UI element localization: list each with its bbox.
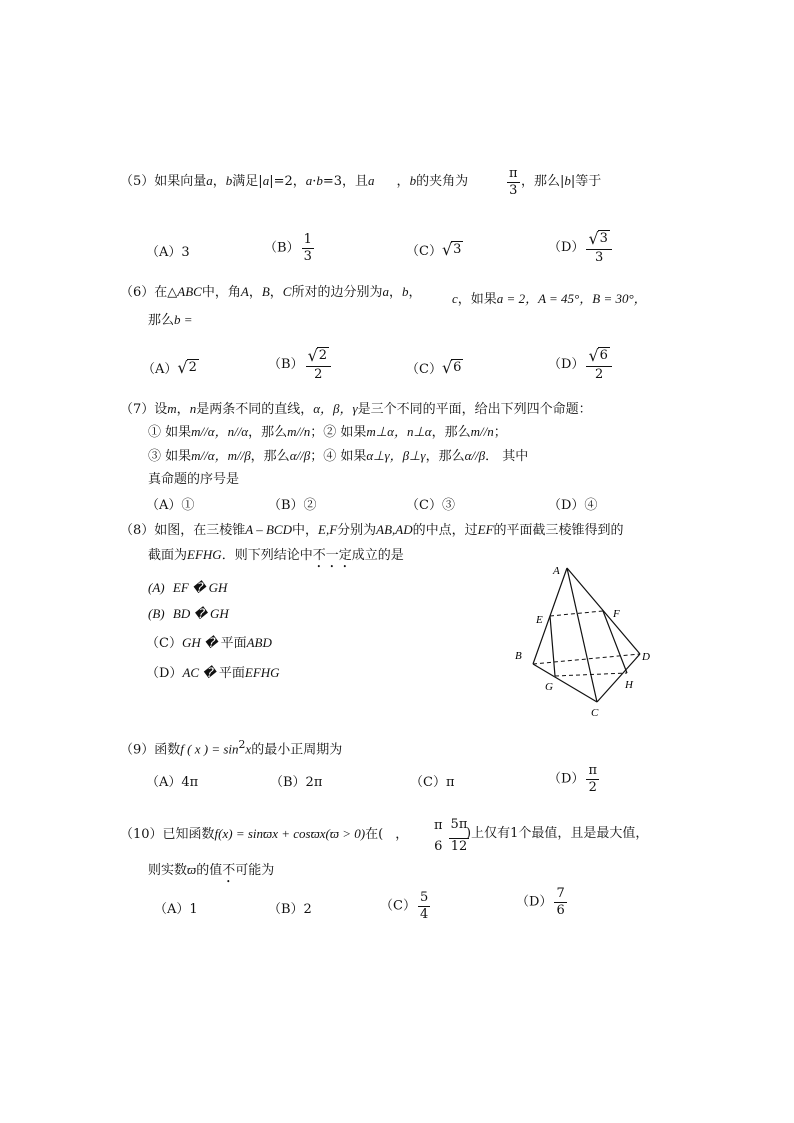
q7-stem-line1: （7）设m，n是两条不同的直线，α，β，γ是三个不同的平面，给出下列四个命题： — [120, 401, 592, 417]
q6-stem-line2: 那么b = — [148, 312, 193, 328]
q10-option-a[interactable]: （A）1 — [154, 902, 198, 917]
edge-cd — [597, 654, 640, 702]
q8-option-c[interactable]: （C）GH � 平面ABD — [146, 635, 272, 651]
q7-option-b[interactable]: （B）② — [268, 498, 317, 513]
q7-stem-line4: 真命题的序号是 — [148, 472, 240, 487]
q9-option-d[interactable]: （D） $\frac{\pi}{2}$ — [548, 763, 597, 795]
label-b: B — [515, 650, 522, 662]
label-g: G — [545, 681, 553, 693]
q8-stem-line2: 截面为EFHG．则下列结论中不一定成立的是 — [148, 547, 404, 563]
label-f: F — [613, 608, 620, 620]
q5-option-c[interactable]: （C） √ 3 — [406, 240, 462, 259]
q9-stem: （9）函数f ( x ) = $\sin^2x$的最小正周期为 — [120, 738, 343, 758]
q5-stem-tail: ，那么|b|等于 — [521, 173, 602, 189]
q5-option-b[interactable]: （B） $\frac{1}{3}$ — [264, 232, 312, 264]
q5-option-d[interactable]: （D） √ 3 3 — [548, 230, 614, 266]
q8-stem-line1: （8）如图，在三棱锥A – BCD中，E,F分别为AB,AD的中点，过EF的平面截三棱锥得到的 — [120, 522, 624, 538]
q6-option-c[interactable]: （C） √ 6 — [406, 358, 462, 377]
q9-option-a[interactable]: （A）4π — [146, 775, 199, 790]
q10-interval-fractions: π 6 $\frac{5\pi}{12}$ — [430, 812, 471, 855]
q6-option-b[interactable]: （B） √ 2 2 — [268, 347, 333, 383]
q9-option-b[interactable]: （B）2π — [270, 775, 323, 790]
q10-stem-line1: （10）已知函数f(x) = sinϖx + cosϖx(ϖ > 0)在( ， — [120, 826, 409, 842]
q9-option-c[interactable]: （C）π — [410, 775, 455, 790]
q10-stem-line2: 则实数ϖ的值不可能为 — [148, 862, 275, 878]
q5-option-a[interactable]: （A）3 — [146, 245, 190, 260]
label-c: C — [591, 707, 599, 719]
q5-stem: （5）如果向量a，b满足|a|=2，a·b=3，且a ，b的夹角为 — [120, 173, 469, 189]
q6-option-a[interactable]: （A） √ 2 — [142, 358, 197, 377]
edge-ac — [567, 568, 597, 702]
q10-option-b[interactable]: （B）2 — [268, 902, 312, 917]
q7-stem-line3: ③ 如果m//α，m//β，那么α//β；④ 如果α⊥γ，β⊥γ，那么α//β． 其中 — [148, 448, 529, 464]
label-e: E — [536, 614, 543, 626]
q8-option-d[interactable]: （D）AC � 平面EFHG — [146, 665, 280, 681]
q10-option-c[interactable]: （C） $\frac{5}{4}$ — [380, 890, 429, 922]
edge-fh — [603, 611, 627, 673]
q8-option-b[interactable]: (B) BD � GH — [148, 606, 229, 621]
q7-option-d[interactable]: （D）④ — [548, 498, 598, 513]
q6-stem-line1-tail: c，如果a = 2，A = 45°，B = 30°， — [452, 291, 647, 307]
edge-eg — [550, 616, 555, 676]
q7-stem-line2: ① 如果m//α，n//α，那么m//n；② 如果m⊥α，n⊥α，那么m//n； — [148, 424, 507, 440]
q7-option-a[interactable]: （A）① — [146, 498, 195, 513]
label-d: D — [642, 651, 650, 663]
q8-option-a[interactable]: (A) EF � GH — [148, 580, 228, 595]
label-a: A — [553, 565, 560, 577]
q7-option-c[interactable]: （C）③ — [406, 498, 455, 513]
q6-option-d[interactable]: （D） √ 6 2 — [548, 347, 614, 383]
q10-stem-line1-tail: )上仅有1个最值，且是最大值， — [466, 826, 649, 841]
q10-option-d[interactable]: （D） $\frac{7}{6}$ — [516, 886, 565, 918]
q6-stem-line1: （6）在△ABC中，角A，B，C所对的边分别为a，b， — [120, 284, 422, 300]
edge-bc — [533, 664, 597, 702]
label-h: H — [625, 679, 633, 691]
q5-angle-fraction: $\frac{\pi}{3}$ — [509, 166, 518, 198]
pyramid-figure — [505, 560, 665, 725]
